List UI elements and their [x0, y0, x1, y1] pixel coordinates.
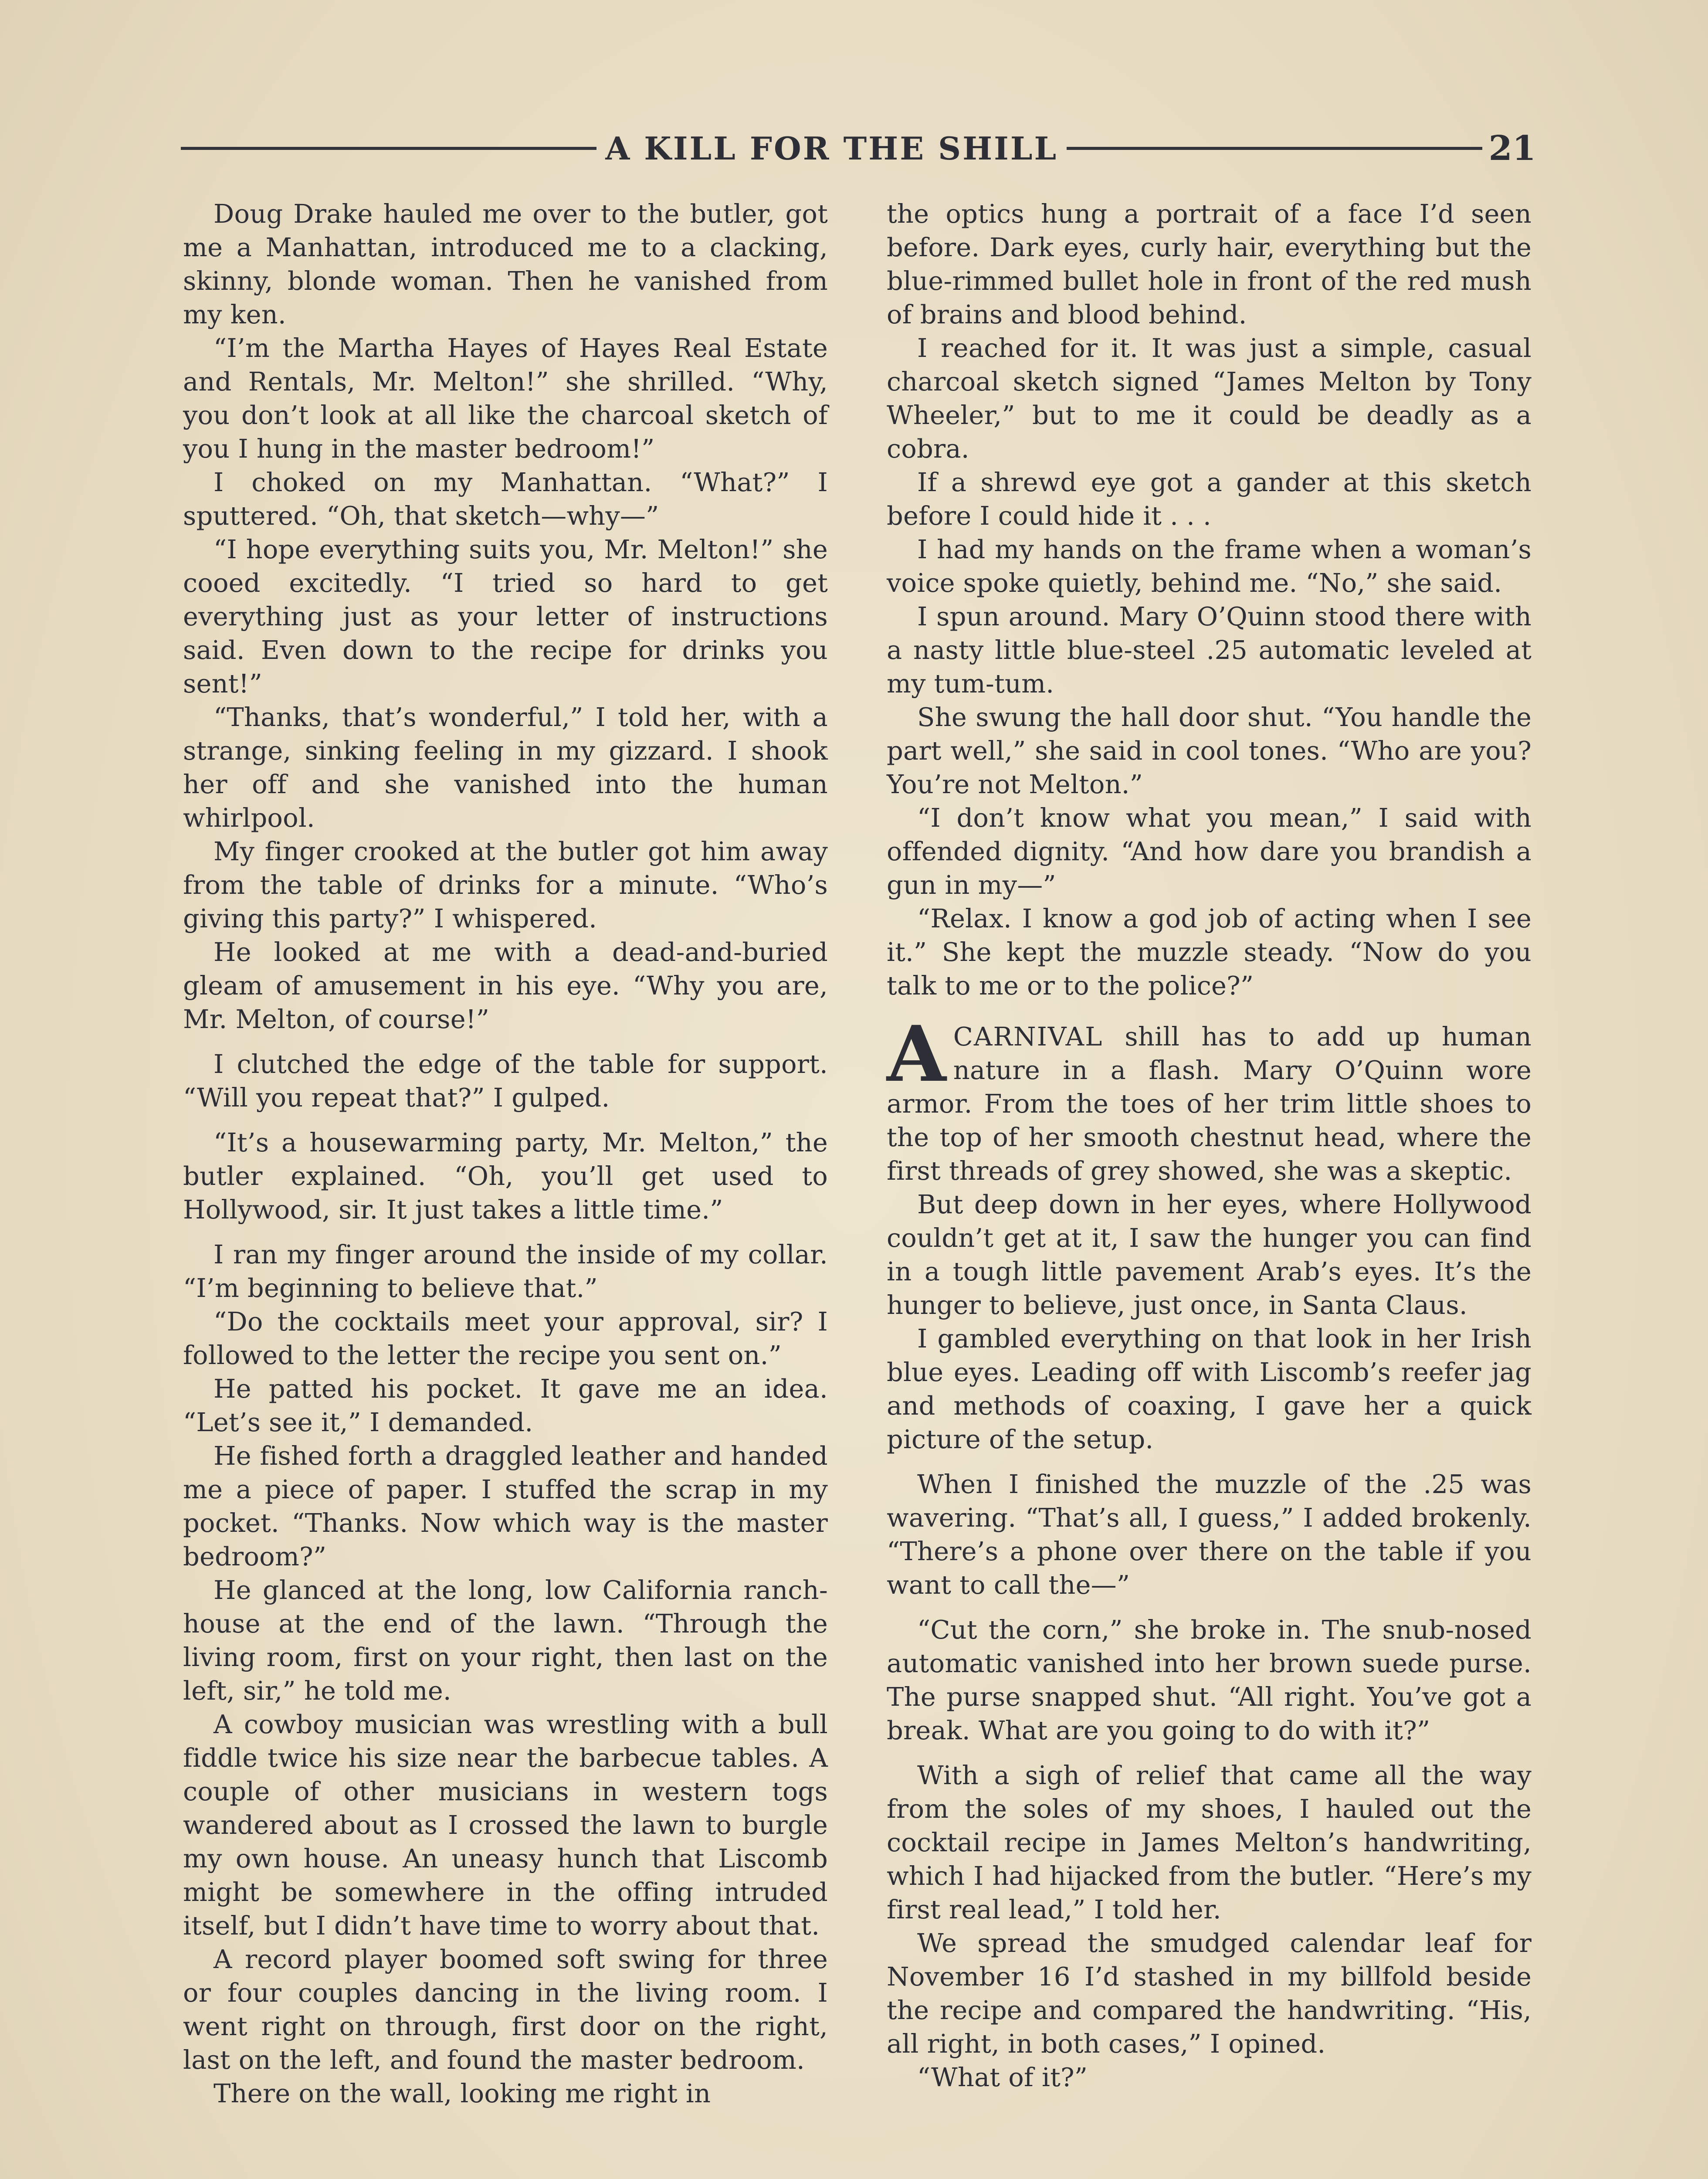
- paragraph: She swung the hall door shut. “You handle the part well,” she said in cool tones. “Who are you? You’re not Melton.”: [887, 702, 1532, 799]
- paragraph: I ran my finger around the inside of my collar. “I’m beginning to believe that.”: [183, 1239, 828, 1303]
- page-number: 21: [1488, 128, 1536, 168]
- paragraph: “Do the cocktails meet your approval, sir? I followed to the letter the recipe you sent on.”: [183, 1307, 828, 1370]
- paragraph: “I’m the Martha Hayes of Hayes Real Estate and Rentals, Mr. Melton!” she shrilled. “Why, you don’t look at all like the charcoal sketch of you I hung in the master bedroom!”: [183, 333, 828, 464]
- paragraph: We spread the smudged calendar leaf for November 16 I’d stashed in my billfold beside the recipe and compared the handwriting. “His, all right, in both cases,” I opined.: [887, 1928, 1532, 2059]
- section-opening-paragraph: [887, 1009, 1532, 1188]
- story-title: A KILL FOR THE SHILL: [605, 129, 1058, 167]
- paragraph: I spun around. Mary O’Quinn stood there with a nasty little blue-steel .25 automatic leveled at my tum-tum.: [887, 601, 1532, 699]
- paragraph: But deep down in her eyes, where Hollywood couldn’t get at it, I saw the hunger you can find in a tough little pavement Arab’s eyes. It’s the hunger to believe, just once, in Santa Claus.: [887, 1189, 1532, 1320]
- paragraph: the optics hung a portrait of a face I’d seen before. Dark eyes, curly hair, everything but the blue-rimmed bullet hole in front of the red mush of brains and blood behind.: [887, 199, 1532, 329]
- paragraph: He glanced at the long, low California ranch-house at the end of the lawn. “Through the living room, first on your right, then last on the left, sir,” he told me.: [183, 1575, 828, 1706]
- paragraph: “What of it?”: [917, 2062, 1088, 2092]
- paragraph: When I finished the muzzle of the .25 was wavering. “That’s all, I guess,” I added brokenly. “There’s a phone over there on the table if you want to call the—”: [887, 1469, 1532, 1600]
- paragraph: He fished forth a draggled leather and handed me a piece of paper. I stuffed the scrap in my pocket. “Thanks. Now which way is the master bedroom?”: [183, 1441, 828, 1571]
- lead-in-caps: CARNIVAL: [953, 1022, 1103, 1052]
- paragraph: With a sigh of relief that came all the way from the soles of my shoes, I hauled out the cocktail recipe in James Melton’s handwriting, which I had hijacked from the butler. “Here’s my first real lead,” I told her.: [887, 1760, 1532, 1924]
- paragraph: “Relax. I know a god job of acting when I see it.” She kept the muzzle steady. “Now do you talk to me or to the police?”: [887, 903, 1532, 1001]
- paragraph: A cowboy musician was wrestling with a bull fiddle twice his size near the barbecue tables. A couple of other musicians in western togs wandered about as I crossed the lawn to burgle my own house. An uneasy hunch that Liscomb might be somewhere in the offing intruded itself, but I didn’t have time to worry about that.: [183, 1709, 828, 1941]
- header-rule-left: [181, 147, 596, 150]
- paragraph: A record player boomed soft swing for three or four couples dancing in the living room. I went right on through, first door on the right, last on the left, and found the master bedroom.: [183, 1944, 828, 2075]
- paragraph: I gambled everything on that look in her Irish blue eyes. Leading off with Liscomb’s reefer jag and methods of coaxing, I gave her a quick picture of the setup.: [887, 1324, 1532, 1454]
- left-column: [183, 197, 828, 2179]
- paragraph: I reached for it. It was just a simple, casual charcoal sketch signed “James Melton by Tony Wheeler,” but to me it could be deadly as a cobra.: [887, 333, 1532, 464]
- paragraph: I choked on my Manhattan. “What?” I sputtered. “Oh, that sketch—why—”: [183, 467, 828, 531]
- paragraph: I had my hands on the frame when a woman’s voice spoke quietly, behind me. “No,” she said.: [887, 534, 1532, 598]
- paragraph: Doug Drake hauled me over to the butler, got me a Manhattan, introduced me to a clacking, skinny, blonde woman. Then he vanished from my ken.: [183, 199, 828, 329]
- paragraph: “I hope everything suits you, Mr. Melton!” she cooed excitedly. “I tried so hard to get everything just as your letter of instructions said. Even down to the recipe for drinks you sent!”: [183, 534, 828, 699]
- paragraph: “Cut the corn,” she broke in. The snub-nosed automatic vanished into her brown suede purse. The purse snapped shut. “All right. You’ve got a break. What are you going to do with it?”: [887, 1615, 1532, 1745]
- drop-cap-letter: A: [887, 1009, 946, 1099]
- paragraph: “Thanks, that’s wonderful,” I told her, with a strange, sinking feeling in my gizzard. I shook her off and she vanished into the human whirlpool.: [183, 702, 828, 833]
- paragraph: I clutched the edge of the table for support. “Will you repeat that?” I gulped.: [183, 1049, 828, 1113]
- paragraph: There on the wall, looking me right in: [214, 2078, 711, 2108]
- paragraph: “It’s a housewarming party, Mr. Melton,” the butler explained. “Oh, you’ll get used to Hollywood, sir. It just takes a little time.”: [183, 1127, 828, 1225]
- paragraph: My finger crooked at the butler got him away from the table of drinks for a minute. “Who’s giving this party?” I whispered.: [183, 836, 828, 933]
- paragraph: If a shrewd eye got a gander at this sketch before I could hide it . . .: [887, 467, 1532, 531]
- paragraph: He patted his pocket. It gave me an idea. “Let’s see it,” I demanded.: [183, 1374, 828, 1437]
- opening-text: shill has to add up human nature in a flash. Mary O’Quinn wore armor. From the toes of her trim little shoes to the top of her smooth chestnut head, where the first threads of grey showed, she was a skeptic.: [887, 1022, 1532, 1186]
- right-column: [887, 197, 1532, 2179]
- running-header: [181, 128, 1536, 168]
- paragraph: “I don’t know what you mean,” I said with offended dignity. “And how dare you brandish a gun in my—”: [887, 803, 1532, 900]
- header-rule-right: [1067, 147, 1482, 150]
- paragraph: He looked at me with a dead-and-buried gleam of amusement in his eye. “Why you are, Mr. Melton, of course!”: [183, 937, 828, 1034]
